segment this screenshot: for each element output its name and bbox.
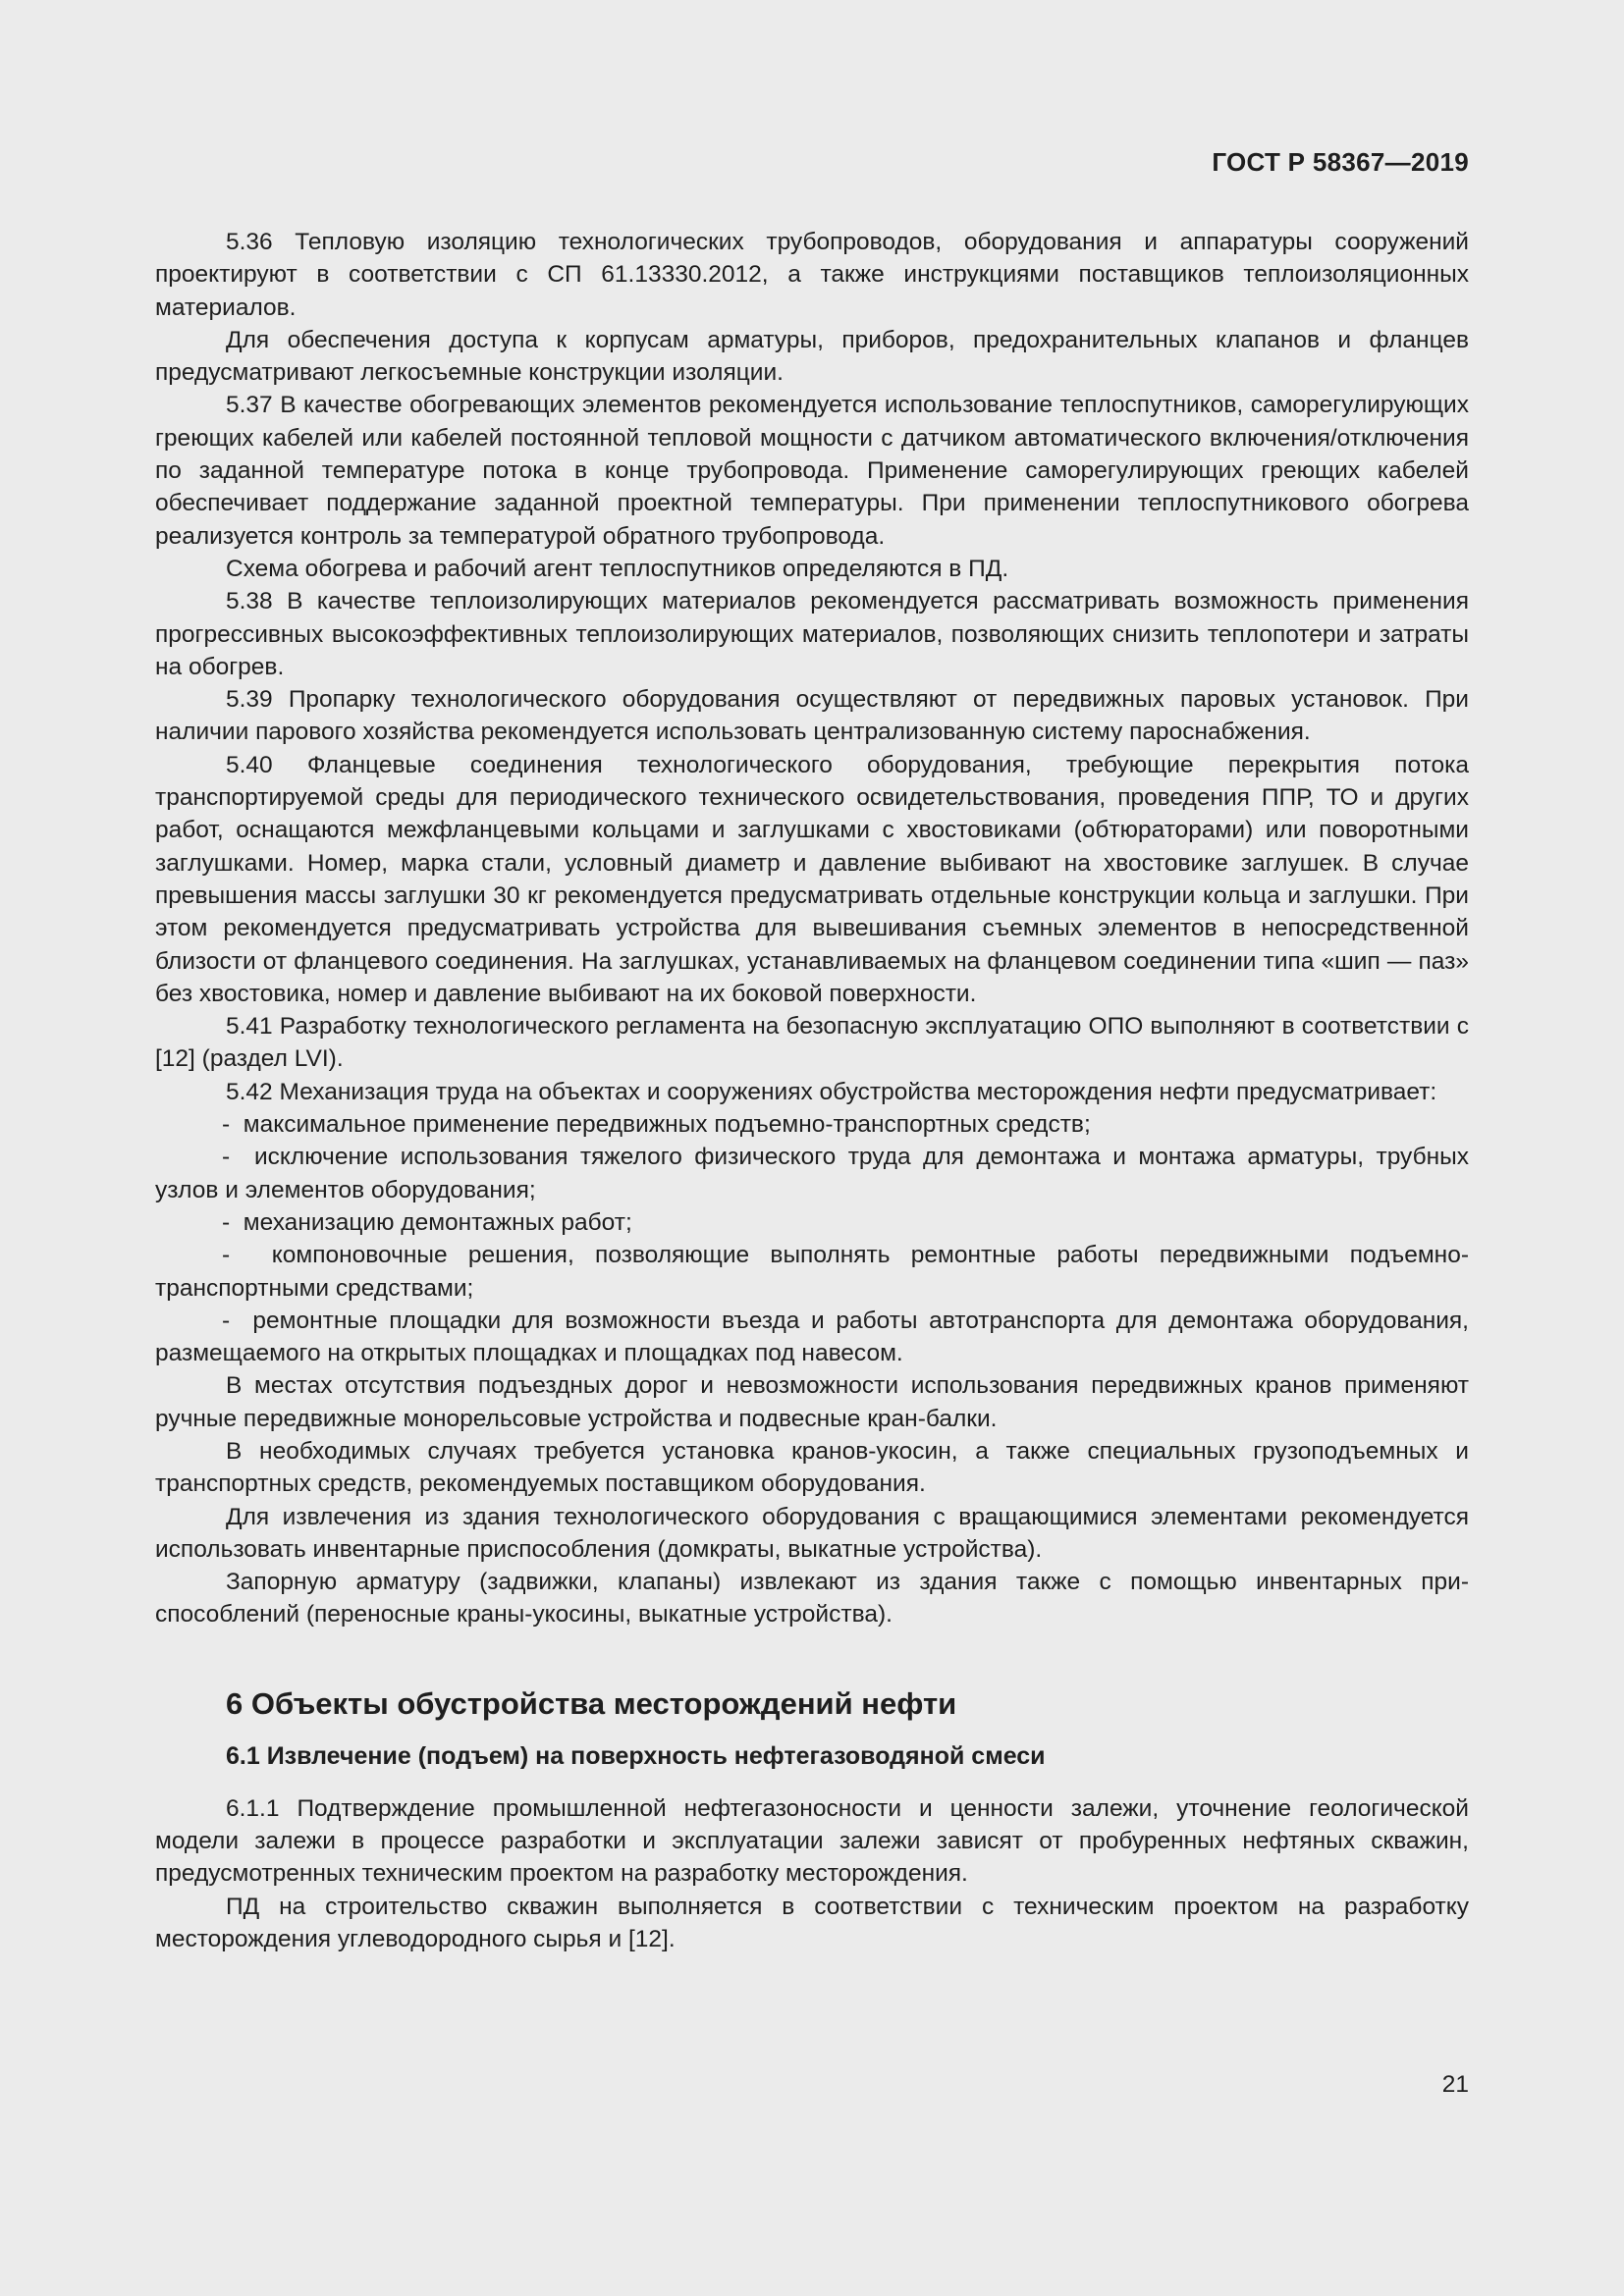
paragraph-equipment-extraction: Для извлечения из здания технологического оборудования с вращающимися элементами рекомендуется использовать инвентарные приспособления (домкраты, выкатные устройства). <box>155 1503 1469 1563</box>
paragraph-5-42: 5.42 Механизация труда на объектах и сооружениях обустройства месторождения нефти предусматривает: <box>226 1078 1437 1105</box>
paragraph-valve-extraction: Запорную арматуру (задвижки, клапаны) извлекают из здания также с помощью инвентарных приспособлений (переносные краны-укосины, выкатные устройства). <box>155 1569 1469 1629</box>
section-6-heading: 6 Объекты обустройства месторождений нефти <box>226 1685 957 1721</box>
paragraph-5-36: 5.36 Тепловую изоляцию технологических трубопроводов, оборудования и аппаратуры сооружений проектируют в соответствии с СП 61.13330.2012, а также инструкциями поставщиков теплоизоляционных материалов. <box>155 229 1469 321</box>
paragraph-5-39: 5.39 Пропарку технологического оборудования осуществляют от передвижных паровых установок. При наличии парового хозяйства рекомендуется использовать централизованную систему пароснабжения. <box>155 686 1469 746</box>
subsection-6-1-heading: 6.1 Извлечение (подъем) на поверхность нефтегазоводяной смеси <box>226 1741 1046 1770</box>
paragraph-well-construction: ПД на строительство скважин выполняется в соответствии с техническим проектом на разработку месторождения углеводородного сырья и [12]. <box>155 1893 1469 1952</box>
paragraph-5-40: 5.40 Фланцевые соединения технологического оборудования, требующие перекрытия потока транспортируемой среды для периодического технического освидетельствования, проведения ППР, ТО и других работ, оснащаются межфланцевыми кольцами и заглушками с хвостовиками (обтюраторами) или поворотными заглушками. Номер, марка стали, условный диаметр и давление выбивают на хвостовике заглушек. В случае превышения массы заглушки 30 кг рекомендуется предусматривать отдельные конструкции кольца и заглушки. При этом рекомендуется предусматривать устройства для вывешивания съемных элементов в непосредственной близости от фланцевого соединения. На заглушках, устанавливаемых на фланцевом соединении типа «шип — паз» без хвостовика, номер и давление выбивают на их боковой поверхности. <box>155 751 1469 1007</box>
paragraph-monorail-devices: В местах отсутствия подъездных дорог и невозможности использования передвижных кранов применяют ручные передвижные монорельсовые устройства и подвесные кран-балки. <box>155 1372 1469 1432</box>
page-number: 21 <box>1441 2071 1469 2098</box>
paragraph-5-37: 5.37 В качестве обогревающих элементов рекомендуется использование теплоспутников, саморегулирующих греющих кабелей или кабелей постоянной тепловой мощности с датчиком автоматического включения/отключения по заданной температуре потока в конце трубопровода. Применение саморегулирующих греющих кабелей обеспечивает поддержание заданной проектной температуры. При применении теплоспутникового обогрева реализуется контроль за температурой обратного трубопровода. <box>155 392 1469 550</box>
paragraph-crane-installation: В необходимых случаях требуется установка кранов-укосин, а также специальных грузоподъемных и транспортных средств, рекомендуемых поставщиком оборудования. <box>155 1437 1469 1498</box>
list-item: - исключение использования тяжелого физического труда для демонтажа и монтажа арматуры, трубных узлов и элементов оборудования; <box>155 1141 1469 1206</box>
paragraph-5-41: 5.41 Разработку технологического регламента на безопасную эксплуатацию ОПО выполняют в соответствии с [12] (раздел LVI). <box>155 1013 1469 1073</box>
list-item: - ремонтные площадки для возможности въезда и работы автотранспорта для демонтажа оборудования, размещаемого на открытых площадках и площадках под навесом. <box>155 1305 1469 1370</box>
document-header-standard-id: ГОСТ Р 58367—2019 <box>1212 147 1469 177</box>
paragraph-6-1-1: 6.1.1 Подтверждение промышленной нефтегазоносности и ценности залежи, уточнение геологической модели залежи в процессе разработки и эксплуатации залежи зависят от пробуренных нефтяных скважин, предусмотренных техническим проектом на разработку месторождения. <box>155 1794 1469 1888</box>
list-item: - механизацию демонтажных работ; <box>155 1206 1469 1239</box>
paragraph-heating-scheme: Схема обогрева и рабочий агент теплоспутников определяются в ПД. <box>226 555 1009 582</box>
paragraph-insulation-access: Для обеспечения доступа к корпусам арматуры, приборов, предохранительных клапанов и фланцев предусматривают легкосъемные конструкции изоляции. <box>155 326 1469 387</box>
list-item: - максимальное применение передвижных подъемно-транспортных средств; <box>155 1108 1469 1141</box>
list-item: - компоновочные решения, позволяющие выполнять ремонтные работы передвижными подъемно-транспортными средствами; <box>155 1239 1469 1305</box>
paragraph-5-38: 5.38 В качестве теплоизолирующих материалов рекомендуется рассматривать возможность применения прогрессивных высокоэффективных теплоизолирующих материалов, позволяющих снизить теплопотери и затраты на обогрев. <box>155 588 1469 680</box>
document-body <box>155 226 1469 1955</box>
